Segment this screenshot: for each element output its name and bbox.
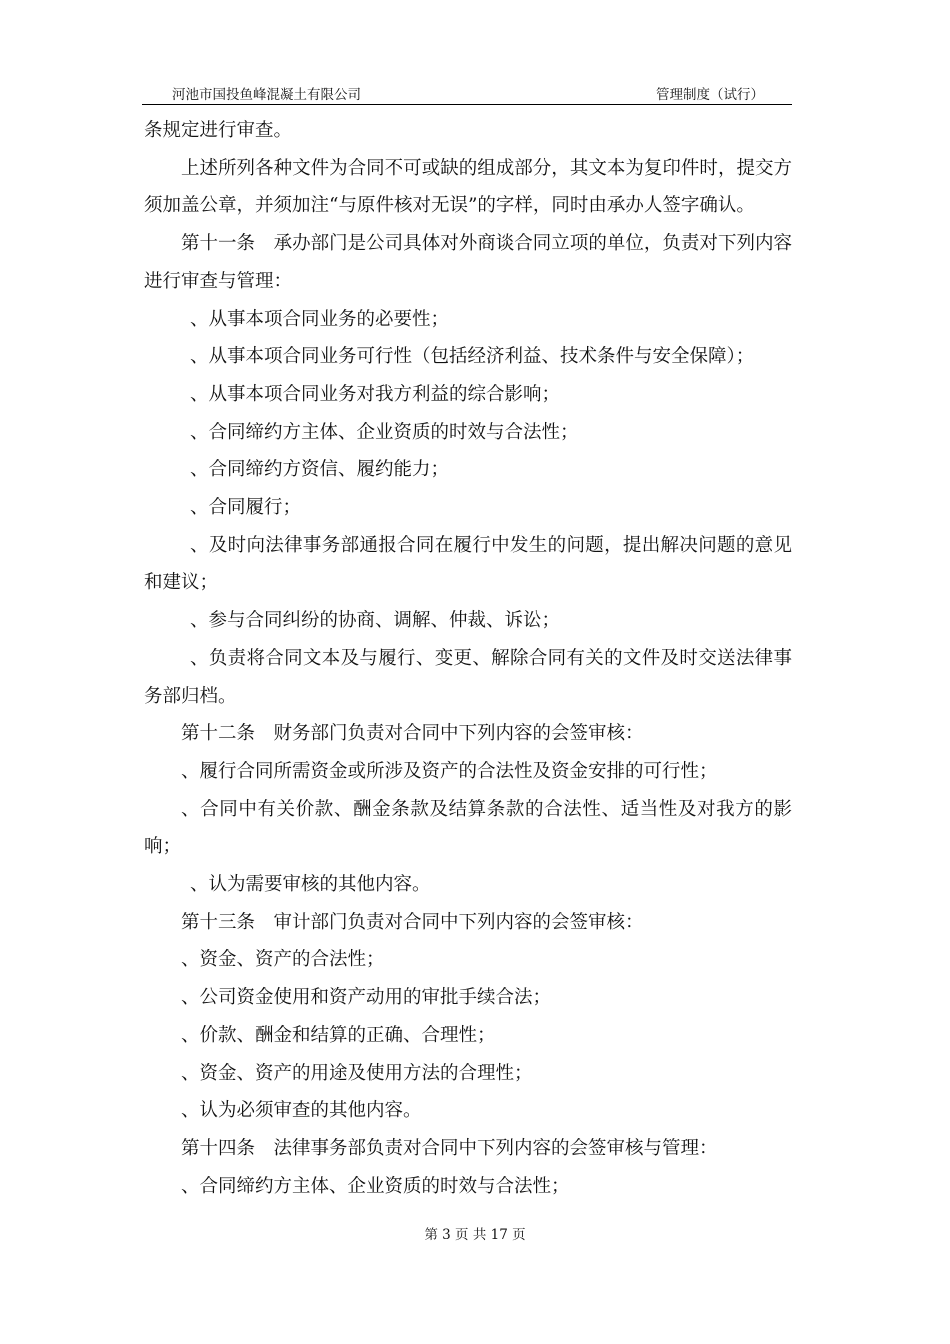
paragraph: 、认为需要审核的其他内容。	[190, 874, 431, 896]
paragraph: 、及时向法律事务部通报合同在履行中发生的问题，提出解决问题的意见和建议；	[144, 534, 792, 594]
paragraph: 第十一条 承办部门是公司具体对外商谈合同立项的单位，负责对下列内容进行审查与管理：	[144, 233, 792, 292]
page-header	[142, 86, 792, 105]
paragraph: 、资金、资产的合法性；	[181, 949, 385, 971]
paragraph: 、合同履行；	[190, 497, 302, 519]
paragraph: 、资金、资产的用途及使用方法的合理性；	[181, 1062, 533, 1084]
header-company-name: 河池市国投鱼峰混凝土有限公司	[172, 87, 361, 103]
paragraph: 条规定进行审查。	[144, 120, 293, 141]
paragraph: 上述所列各种文件为合同不可或缺的组成部分，其文本为复印件时，提交方须加盖公章，并须加注“与原件核对无误”的字样，同时由承办人签字确认。	[144, 157, 792, 217]
paragraph: 、从事本项合同业务可行性（包括经济利益、技术条件与安全保障）；	[190, 346, 755, 368]
paragraph: 、负责将合同文本及与履行、变更、解除合同有关的文件及时交送法律事务部归档。	[144, 647, 792, 707]
paragraph: 、价款、酬金和结算的正确、合理性；	[181, 1024, 496, 1046]
paragraph: 、合同中有关价款、酬金条款及结算条款的合法性、适当性及对我方的影响；	[144, 798, 792, 858]
paragraph: 、认为必须审查的其他内容。	[181, 1100, 422, 1122]
paragraph: 、公司资金使用和资产动用的审批手续合法；	[181, 987, 552, 1009]
paragraph: 、合同缔约方主体、企业资质的时效与合法性；	[190, 421, 579, 443]
header-document-type: 管理制度（试行）	[656, 87, 764, 103]
page-footer	[0, 1226, 950, 1244]
paragraph: 、合同缔约方资信、履约能力；	[190, 459, 450, 481]
paragraph: 第十三条 审计部门负责对合同中下列内容的会签审核：	[181, 911, 644, 933]
document-body	[144, 112, 792, 1205]
paragraph: 、参与合同纠纷的协商、调解、仲裁、诉讼；	[190, 610, 561, 632]
paragraph: 、从事本项合同业务的必要性；	[190, 308, 450, 330]
paragraph: 、从事本项合同业务对我方利益的综合影响；	[190, 383, 561, 405]
paragraph: 、合同缔约方主体、企业资质的时效与合法性；	[181, 1175, 570, 1197]
paragraph: 第十二条 财务部门负责对合同中下列内容的会签审核：	[181, 723, 644, 745]
paragraph: 第十四条 法律事务部负责对合同中下列内容的会签审核与管理：	[181, 1137, 718, 1159]
paragraph: 、履行合同所需资金或所涉及资产的合法性及资金安排的可行性；	[181, 760, 718, 782]
page-number: 第 3 页 共 17 页	[424, 1227, 526, 1243]
